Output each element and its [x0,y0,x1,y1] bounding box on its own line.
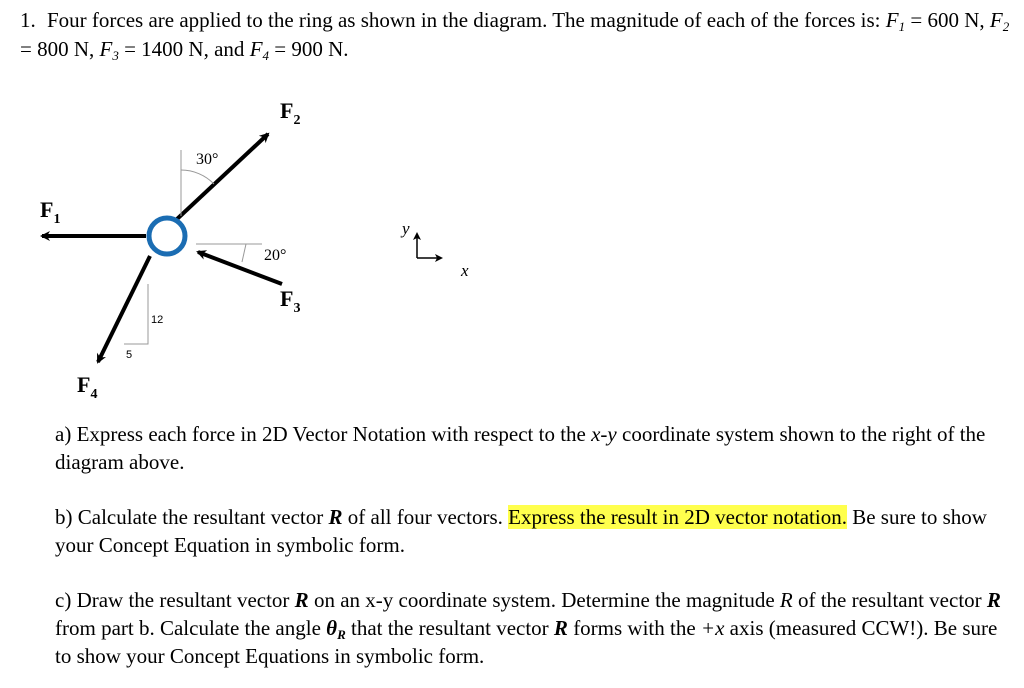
y-axis-label: y [402,219,410,238]
f3-angle-tick [242,244,246,262]
part-b-text2: of all four vectors. [347,505,503,529]
part-a [55,420,1005,476]
ring [149,218,185,254]
part-c-theta: $\theta_R$ [326,616,346,642]
part-c-text3: of the resultant vector [797,588,982,612]
part-c-R3: R [553,616,568,640]
part-c-R1: R [294,588,309,612]
part-c-text6: forms with the [573,616,696,640]
part-c-letter: c) [55,588,72,612]
force-f1-value: $F_1 = 600$ N, [885,8,985,34]
part-c [55,586,1005,670]
part-c-text1: Draw the resultant vector [76,588,290,612]
part-c-R-magnitude: R [779,588,793,612]
triangle-vertical-label: 12 [151,314,164,326]
part-c-text2: on an x-y coordinate system. Determine the magnitude [313,588,775,612]
part-b-text3: Be sure to show your Concept Equation in symbolic form. [55,505,987,557]
part-a-xy: x-y [591,422,617,446]
part-a-text2: coordinate system shown to the right of the diagram above. [55,422,986,474]
part-c-R2: R [986,588,1001,612]
part-b-letter: b) [55,505,73,529]
problem-intro: Four forces are applied to the ring as shown in the diagram. The magnitude of each of the forces is: [47,8,881,32]
part-c-plusx: +x [700,616,725,640]
f3-label: $F_3$ [280,286,301,316]
force-diagram [0,90,520,410]
f1-label: $F_1$ [40,197,61,227]
problem-statement [20,6,1010,64]
f2-arrow [176,134,268,220]
angle-f3-label: 20° [264,247,287,264]
problem-number: 1. [20,8,36,32]
part-b-highlight: Express the result in 2D vector notation. [508,505,847,529]
part-c-text5: that the resultant vector [350,616,549,640]
x-axis-label: x [461,261,469,280]
f4-arrow [98,256,150,362]
part-b-text1: Calculate the resultant vector [77,505,324,529]
f4-label: $F_4$ [77,372,98,402]
part-b [55,503,1005,559]
part-c-text4: from part b. Calculate the angle [55,616,321,640]
part-a-text1: Express each force in 2D Vector Notation with respect to the [76,422,586,446]
angle-f2-label: 30° [196,151,219,168]
force-f2-value: $F_2 = 800$ N, [20,8,1010,61]
triangle-horizontal-label: 5 [126,349,133,361]
part-c-text7: axis (measured CCW!). Be sure to show your Concept Equations in symbolic form. [55,616,998,668]
force-f3-value: $F_3 = 1400$ N, [99,37,209,63]
part-b-R: R [328,505,343,529]
part-a-letter: a) [55,422,72,446]
and-word: and [214,37,245,61]
force-f4-value: $F_4 = 900$ N. [249,37,349,63]
slope-triangle [124,284,148,344]
f2-label: $F_2$ [280,98,301,128]
f2-angle-arc [181,170,214,184]
